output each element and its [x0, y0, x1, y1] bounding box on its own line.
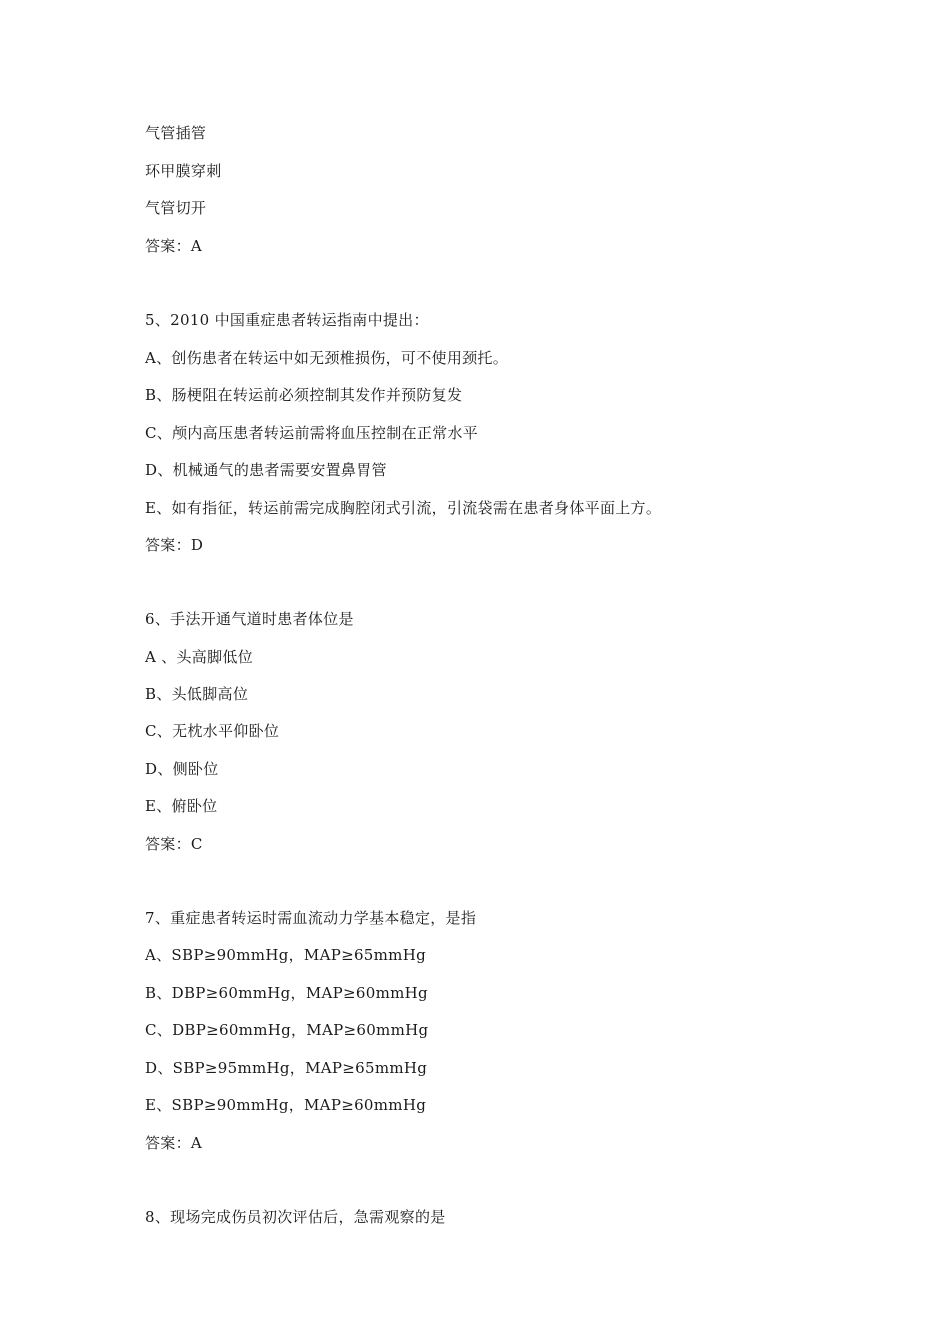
option-text: A 、头高脚低位 — [145, 648, 254, 666]
question-stem: 6、手法开通气道时患者体位是 — [145, 610, 354, 628]
answer-text: 答案：A — [145, 237, 203, 255]
answer-text: 答案：A — [145, 1134, 203, 1152]
option-text: A、SBP≥90mmHg，MAP≥65mmHg — [145, 946, 426, 964]
option-text: 气管插管 — [145, 124, 207, 142]
option-text: 气管切开 — [145, 199, 207, 217]
option-text: D、机械通气的患者需要安置鼻胃管 — [145, 461, 387, 479]
option-text: E、如有指征，转运前需完成胸腔闭式引流，引流袋需在患者身体平面上方。 — [145, 499, 662, 517]
question-stem: 7、重症患者转运时需血流动力学基本稳定，是指 — [145, 909, 477, 927]
answer-text: 答案：D — [145, 536, 204, 554]
option-text: C、DBP≥60mmHg，MAP≥60mmHg — [145, 1021, 429, 1039]
option-text: E、俯卧位 — [145, 797, 218, 815]
option-text: B、头低脚高位 — [145, 685, 249, 703]
option-text: B、DBP≥60mmHg，MAP≥60mmHg — [145, 984, 428, 1002]
option-text: E、SBP≥90mmHg，MAP≥60mmHg — [145, 1096, 427, 1114]
option-text: A、创伤患者在转运中如无颈椎损伤，可不使用颈托。 — [145, 349, 509, 367]
option-text: 环甲膜穿刺 — [145, 162, 222, 180]
answer-text: 答案：C — [145, 835, 203, 853]
option-text: C、颅内高压患者转运前需将血压控制在正常水平 — [145, 424, 479, 442]
option-text: C、无枕水平仰卧位 — [145, 722, 280, 740]
option-text: D、侧卧位 — [145, 760, 219, 778]
option-text: B、肠梗阻在转运前必须控制其发作并预防复发 — [145, 386, 463, 404]
option-text: D、SBP≥95mmHg，MAP≥65mmHg — [145, 1059, 428, 1077]
question-stem: 8、现场完成伤员初次评估后，急需观察的是 — [145, 1208, 446, 1226]
question-stem: 5、2010 中国重症患者转运指南中提出： — [145, 311, 429, 329]
